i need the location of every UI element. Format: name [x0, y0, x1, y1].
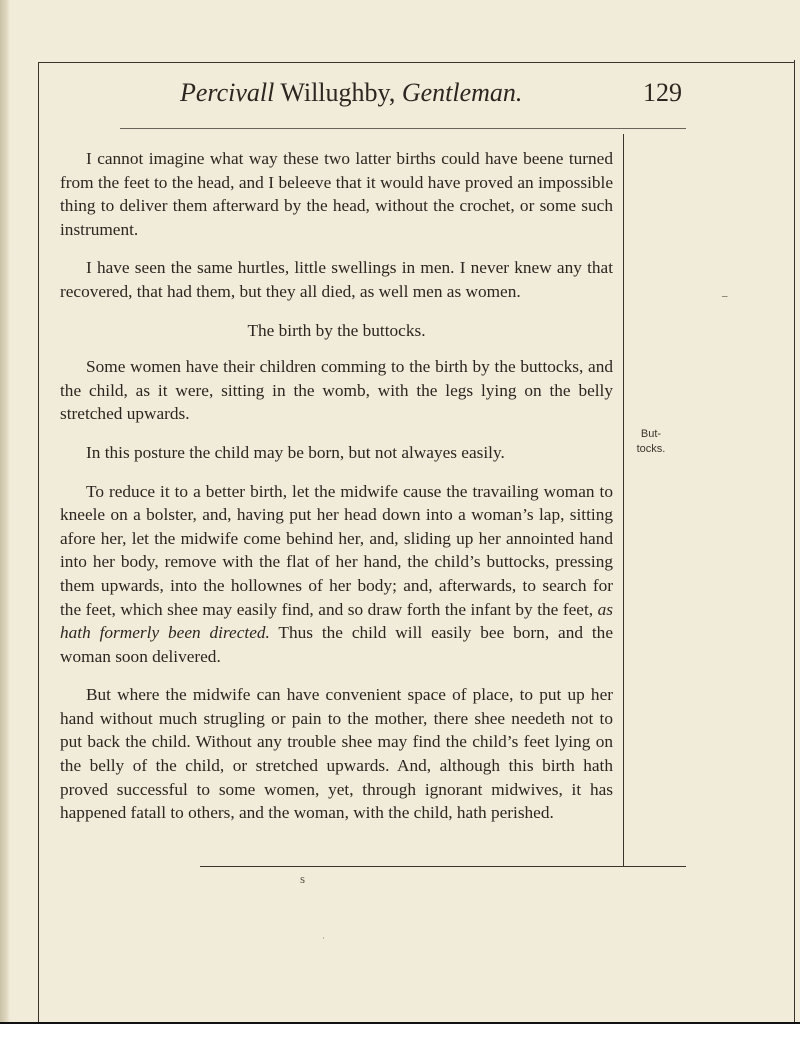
margin-column-rule — [623, 134, 624, 867]
title-role: Gentleman. — [401, 78, 523, 107]
running-title — [180, 78, 522, 108]
title-author-name: Percivall — [180, 78, 275, 107]
frame-left-line — [38, 62, 39, 1022]
paragraph-reduce-end: Thus the child will easily bee born, and the woman soon delivered. — [60, 623, 613, 666]
paragraph-reduce — [60, 480, 613, 669]
frame-right-line — [794, 60, 795, 1022]
page-number: 129 — [643, 78, 682, 107]
body-text — [60, 147, 613, 840]
margin-dash-mark: – — [722, 290, 728, 302]
footer-rule — [200, 866, 686, 867]
paragraph-reduce-start: To reduce it to a better birth, let the midwife cause the travailing woman to kneele on a bolster, and, having put her head down into a woman’s lap, sitting afore her, let the midwife come behind her, and, sliding up her annointed hand into her body, remove with the flat of her hand, the child’s buttocks, pressing them upwards, into the hollownes of her body; and, afterwards, to search for the feet, which shee may easily find, and so draw forth the infant by the feet, — [60, 481, 613, 619]
paragraph-buttocks: Some women have their children comming to the birth by the buttocks, and the child, as it were, sitting in the womb, with the legs lying on the belly stretched upwards. — [60, 357, 613, 424]
stray-mark: · — [322, 933, 325, 943]
paragraph-posture: In this posture the child may be born, but not alwayes easily. — [86, 442, 505, 462]
paragraph-midwife: But where the midwife can have convenient space of place, to put up her hand without much strugling or pain to the mother, there shee needeth not to put back the child. Without any trouble shee may find the child’s feet lying on the belly of the child, or stretched upwards. And, although this birth hath proved successful to some women, yet, through ignorant midwives, it has happened fatall to others, and the woman, with the child, hath perished. — [60, 685, 613, 823]
paragraph-reduce-italic: as hath formerly been directed. — [60, 599, 613, 643]
header-rule — [120, 128, 686, 129]
signature-mark: s — [300, 871, 306, 886]
title-surname: Willughby, — [274, 78, 402, 107]
page-bottom-edge — [0, 1022, 800, 1040]
paragraph-births: I cannot imagine what way these two latter births could have beene turned from the feet to the head, and I beleeve that it would have proved an impossible thing to deliver them afterward by the head, without the crochet, or some such instrument. — [60, 149, 613, 239]
section-heading: The birth by the buttocks. — [247, 320, 426, 340]
margin-note — [634, 427, 668, 457]
paragraph-hurtles: I have seen the same hurtles, little swellings in men. I never knew any that recovered, that had them, but they all died, as well men as women. — [60, 258, 613, 301]
margin-note-line-2: tocks. — [636, 443, 666, 455]
frame-top-line — [38, 62, 794, 63]
running-header — [60, 78, 684, 118]
binding-edge — [0, 0, 10, 1038]
margin-note-line-1: But- — [640, 428, 662, 440]
